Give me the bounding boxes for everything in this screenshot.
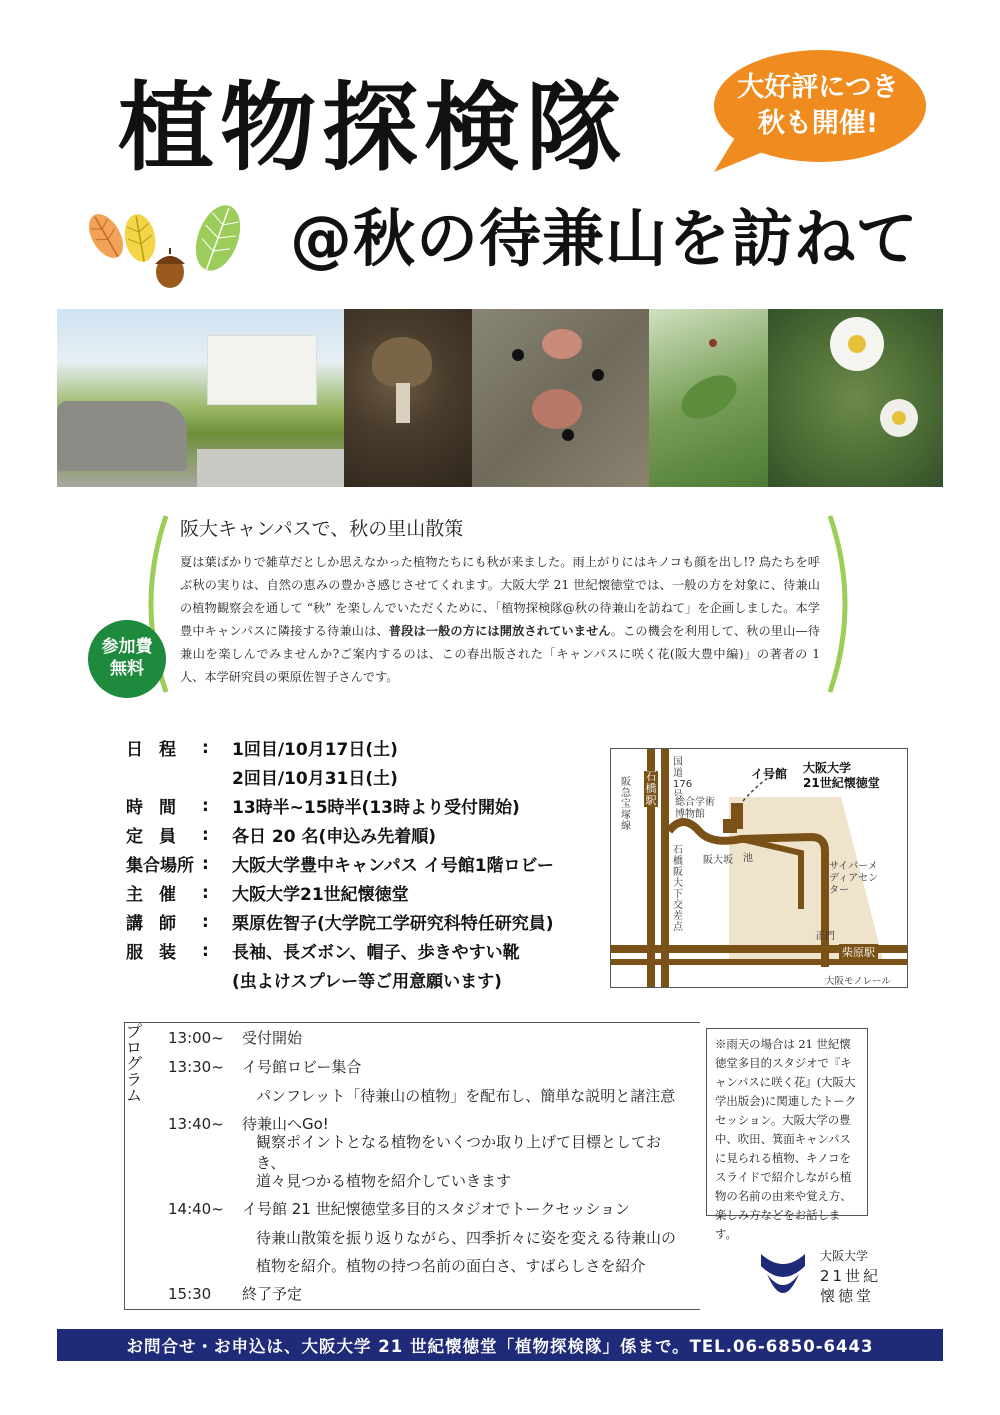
detail-lecturer — [126, 907, 554, 936]
detail-date-2 — [126, 762, 554, 791]
campus-photo — [57, 309, 344, 487]
program-item — [168, 1052, 688, 1081]
detail-date — [126, 733, 554, 762]
detail-dress-note — [126, 965, 554, 994]
intro-heading: 阪大キャンパスで、秋の里山散策 — [180, 518, 464, 540]
rain-note: ※雨天の場合は 21 世紀懐徳堂多目的スタジオで『キャンパスに咲く花』(大阪大学出版会)に関連したトークセッション。大阪大学の豊中、吹田、箕面キャンパスに見られる植物、キノコをスライドで紹介しながら植物の名前の由来や覚え方、楽しみ方などをお話します。 — [706, 1028, 868, 1216]
detail-label: 講師 — [126, 914, 192, 934]
program-item — [168, 1194, 688, 1223]
map-route-176: 国道176号 — [673, 757, 693, 801]
program-item — [168, 1023, 688, 1052]
right-bracket — [824, 512, 864, 696]
detail-label: 日程 — [126, 740, 192, 760]
map-ishibashi-crossing: 石橋阪大下交差点 — [673, 845, 683, 933]
program-time: 13:40~ — [168, 1114, 224, 1133]
fee-badge-line-1: 参加費 — [101, 637, 153, 657]
logo-line-1: 大阪大学 — [820, 1249, 869, 1263]
program-desc: 待兼山散策を振り返りながら、四季折々に姿を変える待兼山の — [256, 1228, 677, 1247]
logo-line-2: 21世紀 — [820, 1267, 882, 1285]
program-time: 14:40~ — [168, 1199, 224, 1218]
detail-label: 集合場所 — [126, 856, 194, 876]
map-museum: 総合学術博物館 — [675, 797, 715, 820]
berries-photo — [472, 309, 649, 487]
detail-host — [126, 878, 554, 907]
program-desc: パンフレット「待兼山の植物」を配布し、簡単な説明と諸注意 — [256, 1086, 676, 1105]
detail-label: 主催 — [126, 885, 192, 905]
detail-dress — [126, 936, 554, 965]
detail-colon: : — [202, 737, 209, 758]
kaitokudo-logo-icon — [753, 1244, 813, 1314]
detail-label: 時間 — [126, 798, 192, 818]
detail-colon: : — [202, 853, 209, 874]
detail-value: (虫よけスプレー等ご用意願います) — [232, 972, 502, 992]
detail-place — [126, 849, 554, 878]
detail-value: 2回目/10月31日(土) — [232, 769, 398, 789]
map-osaka-univ: 大阪大学 — [803, 761, 852, 775]
detail-value: 1回目/10月17日(土) — [232, 740, 398, 760]
program-time: 15:30 — [168, 1284, 212, 1303]
detail-label: 服装 — [126, 943, 192, 963]
program-title: イ号館 21 世紀懐徳堂多目的スタジオでトークセッション — [242, 1200, 631, 1218]
program-title: 終了予定 — [242, 1285, 303, 1303]
bubble-line-2: 秋も開催! — [757, 108, 879, 139]
detail-value: 長袖、長ズボン、帽子、歩きやすい靴 — [232, 943, 520, 963]
map-line-hankyu: 阪急宝塚線 — [621, 777, 631, 832]
fee-badge — [88, 620, 166, 698]
map-pond: 池 — [743, 853, 753, 864]
detail-value: 栗原佐智子(大学院工学研究科特任研究員) — [232, 914, 554, 934]
program-desc: 観察ポイントとなる植物をいくつか取り上げて目標としておき、 — [256, 1133, 662, 1172]
detail-value: 大阪大学豊中キャンパス イ号館1階ロビー — [232, 856, 554, 876]
map-monorail: 大阪モノレール — [825, 976, 891, 987]
program-desc: 道々見つかる植物を紹介していきます — [256, 1171, 512, 1190]
program-list — [168, 1023, 688, 1308]
logo-line-3: 懐徳堂 — [820, 1287, 875, 1305]
detail-colon: : — [202, 795, 209, 816]
map-main-gate: 正門 — [815, 931, 835, 942]
detail-value: 13時半~15時半(13時より受付開始) — [232, 798, 520, 818]
detail-time — [126, 791, 554, 820]
detail-colon: : — [202, 824, 209, 845]
detail-value: 大阪大学21世紀懐徳堂 — [232, 885, 409, 905]
program-title: 受付開始 — [242, 1029, 303, 1047]
intro-paragraph — [180, 551, 820, 689]
flowers-photo — [768, 309, 943, 487]
detail-colon: : — [202, 940, 209, 961]
event-details — [126, 733, 554, 994]
detail-label: 定員 — [126, 827, 192, 847]
program-desc: 植物を紹介。植物の持つ名前の面白さ、すばらしさを紹介 — [256, 1256, 646, 1275]
program-time: 13:30~ — [168, 1057, 224, 1076]
detail-colon: : — [202, 882, 209, 903]
page-title: 植物探検隊 — [118, 72, 628, 184]
map-kaitokudo: 21世紀懐徳堂 — [803, 776, 880, 790]
map-cyber-center: サイバーメディアセンター — [829, 861, 879, 896]
logo-text — [820, 1246, 881, 1306]
intro-text-1: 夏は葉ばかりで雑草だとしか思えなかった植物たちにも秋が来ました。雨上がりにはキノコも顔を出し!? 鳥たちを呼ぶ秋の実りは、自然の恵みの豊かさ感じさせてくれます。大阪大学 21 世紀懐徳堂では、一般の方を対象に、待兼山の植物観察会を通して “秋” を楽しんでいただくために、「植物探検隊@秋の待兼山を訪ねて」を企画しました。本学豊中キャンパスに隣接する待兼山は、 — [180, 555, 820, 638]
autumn-leaves-icon — [78, 198, 268, 298]
leaves-photo — [649, 309, 768, 487]
detail-capacity — [126, 820, 554, 849]
detail-value: 各日 20 名(申込み先着順) — [232, 827, 437, 847]
map-station-shibahara: 柴原駅 — [839, 944, 878, 960]
intro-text-bold: 普段は一般の方には開放されていません — [388, 624, 611, 638]
contact-footer: お問合せ・お申込は、大阪大学 21 世紀懐徳堂「植物探検隊」係まで。TEL.06-6850-6443 — [57, 1329, 943, 1361]
bubble-line-1: 大好評につき — [737, 72, 899, 103]
program-title: イ号館ロビー集合 — [242, 1058, 362, 1076]
page-subtitle: @秋の待兼山を訪ねて — [290, 202, 919, 275]
access-map — [610, 748, 908, 988]
program-time: 13:00~ — [168, 1028, 224, 1047]
mushroom-photo — [344, 309, 472, 487]
map-i-building: イ号館 — [751, 767, 788, 781]
detail-colon: : — [202, 911, 209, 932]
intro-text-2: 。この機会を利用して、秋の里山—待兼山を楽しんでみませんか?ご案内するのは、この春出版された「キャンパスに咲く花(阪大豊中編)」の著者の 1 人、本学研究員の栗原佐智子さんです。 — [180, 624, 820, 684]
fee-badge-line-2: 無料 — [110, 659, 144, 679]
speech-bubble-text — [718, 70, 918, 142]
program-label: プログラム — [126, 1022, 143, 1105]
photo-strip — [57, 309, 943, 487]
map-handai-slope: 阪大坂 — [703, 855, 733, 866]
program-item — [168, 1279, 688, 1308]
program-title: 待兼山へGo! — [242, 1115, 329, 1133]
map-station-ishibashi: 石橋駅 — [645, 770, 657, 807]
